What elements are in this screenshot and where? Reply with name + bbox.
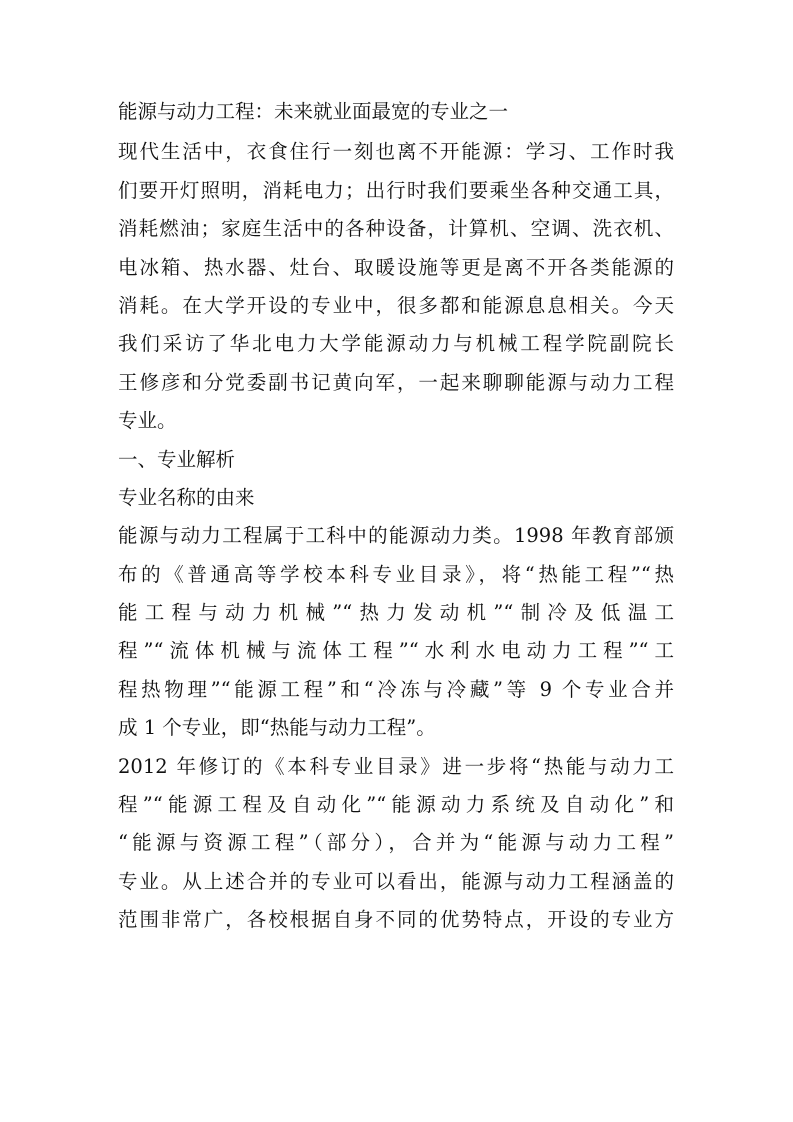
text-line: 们要开灯照明，消耗电力；出行时我们要乘坐各种交通工具， (118, 178, 674, 202)
document-page (118, 93, 674, 940)
text-line: 消耗燃油；家庭生活中的各种设备，计算机、空调、洗衣机、 (118, 217, 674, 241)
text-line: 专业。 (118, 409, 177, 433)
paragraph-1 (118, 517, 674, 747)
text-line: 成 1 个专业，即“热能与动力工程”。 (118, 716, 436, 740)
text-line: 布的《普通高等学校本科专业目录》，将“热能工程”“热 (118, 562, 674, 586)
text-line: 能工程与动力机械”“热力发动机”“制冷及低温工 (118, 601, 674, 625)
text-line: “能源与资源工程”（部分），合并为“能源与动力工程” (118, 831, 674, 855)
text-line: 专业。从上述合并的专业可以看出，能源与动力工程涵盖的 (118, 869, 674, 893)
text-line: 消耗。在大学开设的专业中，很多都和能源息息相关。今天 (118, 293, 674, 317)
intro-paragraph (118, 133, 674, 440)
text-line: 程”“能源工程及自动化”“能源动力系统及自动化”和 (118, 793, 674, 817)
text-line: 程热物理”“能源工程”和“冷冻与冷藏”等 9 个专业合并 (118, 677, 674, 701)
text-line: 范围非常广，各校根据自身不同的优势特点，开设的专业方 (118, 908, 674, 932)
text-line: 电冰箱、热水器、灶台、取暖设施等更是离不开各类能源的 (118, 255, 674, 279)
text-line: 2012 年修订的《本科专业目录》进一步将“热能与动力工 (118, 754, 674, 778)
section-heading: 一、专业解析 (118, 447, 236, 471)
text-line: 程”“流体机械与流体工程”“水利水电动力工程”“工 (118, 639, 674, 663)
document-title: 能源与动力工程：未来就业面最宽的专业之一 (118, 100, 509, 123)
text-line: 我们采访了华北电力大学能源动力与机械工程学院副院长 (118, 332, 674, 356)
text-line: 王修彦和分党委副书记黄向军，一起来聊聊能源与动力工程 (118, 370, 674, 394)
paragraph-2 (118, 748, 674, 940)
text-line: 能源与动力工程属于工科中的能源动力类。1998 年教育部颁 (118, 524, 674, 548)
subheading: 专业名称的由来 (118, 485, 255, 509)
text-line: 现代生活中，衣食住行一刻也离不开能源：学习、工作时我 (118, 140, 674, 164)
